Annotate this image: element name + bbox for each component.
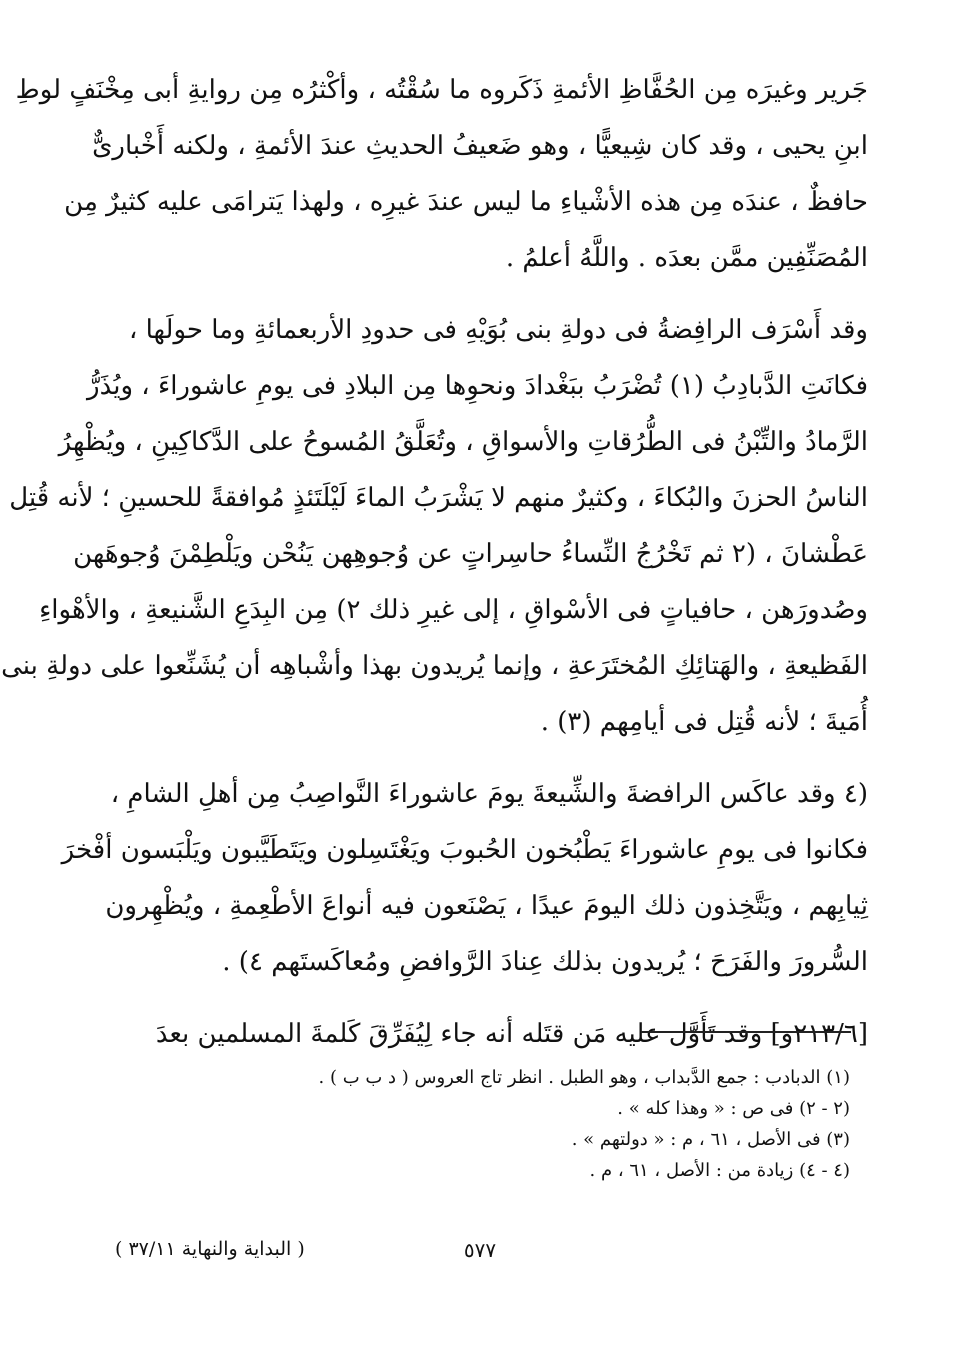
- main-text: [1, 62, 868, 1062]
- text-line: السُّرورَ والفَرَحَ ؛ يُريدون بذلك عِنادَ الرَّوافضِ ومُعاكَستَهم ٤) .: [222, 947, 868, 977]
- paragraph-1: [15, 62, 868, 286]
- footnote-4: (٤ - ٤) زيادة من : الأصل ، ٦١ ، م .: [589, 1160, 850, 1181]
- footnote-3: (٣) فى الأصل ، ٦١ ، م : « دولتهم » .: [571, 1129, 850, 1150]
- footnotes: [150, 1062, 850, 1186]
- text-line: (٤ وقد عاكَس الرافضةَ والشِّيعةَ يومَ عاشوراءَ النَّواصِبُ مِن أهلِ الشامِ ،: [110, 779, 868, 809]
- paragraph-2: [1, 302, 868, 750]
- footnote-1: (١) الدبادب : جمع الدَّبداب ، وهو الطبل . انظر تاج العروس ( د ب ب ) .: [318, 1067, 850, 1088]
- text-line: فكانَتِ الدَّبادِبُ (١) تُضْرَبُ ببَغْدادَ ونحوِها مِن البلادِ فى يومِ عاشوراءَ ، ويُذَرُّ: [87, 371, 868, 401]
- text-line: حافظٌ ، عندَه مِن هذه الأشْياءِ ما ليس عندَ غيرِه ، ولهذا يَترامَى عليه كثيرٌ مِن: [64, 187, 868, 217]
- text-line: عَطْشانَ ، (٢ ثم تَخْرُجُ النِّساءُ حاسِراتٍ عن وُجوهِهن يَنُحْن ويَلْطِمْنَ وُجوهَهن: [73, 539, 868, 569]
- text-line: [٢١٣/٦و] وقد تَأَوَّل عليه مَن قتَله أنه جاء لِيُفَرِّقَ كَلمةَ المسلمين بعدَ: [155, 1019, 868, 1049]
- text-line: ثِيابِهم ، ويَتَّخِذون ذلك اليومَ عيدًا ، يَصْنَعون فيه أنواعَ الأطْعِمةِ ، ويُظْهِرون: [105, 891, 868, 921]
- text-line: ابنِ يحيى ، وقد كان شِيعيًّا ، وهو ضَعيفُ الحديثِ عندَ الأئمةِ ، ولكنه أَخْبارىٌّ: [92, 131, 868, 161]
- page-number: ٥٧٧: [463, 1238, 497, 1262]
- text-line: أُمَيةَ ؛ لأنه قُتِل فى أيامِهم (٣) .: [540, 707, 868, 737]
- text-line: الفَظيعةِ ، والهَتائِكِ المُختَرَعةِ ، وإنما يُريدون بهذا وأشْباهِه أن يُشَنِّعوا على دولةِ بنى: [1, 651, 868, 681]
- footnote-2: (٢ - ٢) فى ص : « وهذا كله » .: [617, 1098, 850, 1119]
- paragraph-4: [150, 1006, 868, 1062]
- text-line: وقد أَسْرَف الرافِضةُ فى دولةِ بنى بُوَيْهِ فى حدودِ الأربعمائةِ وما حولَها ،: [128, 315, 868, 345]
- text-line: المُصَنِّفِين ممَّن بعدَه . واللَّهُ أعلمُ .: [505, 243, 868, 273]
- text-line: وصُدورَهن ، حافياتٍ فى الأسْواقِ ، إلى غيرِ ذلك ٢) مِن البِدَعِ الشَّنيعةِ ، والأهْواءِ: [39, 595, 868, 625]
- text-line: فكانوا فى يومِ عاشوراءَ يَطْبُخون الحُبوبَ ويَغْتَسِلون ويَتَطَيَّبون ويَلْبَسون أفْخرَ: [61, 835, 868, 865]
- text-line: جَرير وغيرَه مِن الحُفَّاظِ الأئمةِ ذَكَروه ما سُقْتُه ، وأكْثرُه مِن روايةِ أبى مِخْنَفٍ لوطِ: [15, 75, 868, 105]
- footnote-separator: [641, 1031, 851, 1033]
- text-line: الناسُ الحزنَ والبُكاءَ ، وكثيرٌ منهم لا يَشْرَبُ الماءَ لَيْلَتَئذٍ مُوافقةً للحسينِ ؛ لأنه قُتِل: [9, 483, 868, 513]
- paragraph-3: [61, 766, 868, 990]
- running-footer: ( البداية والنهاية ٣٧/١١ ): [115, 1238, 305, 1260]
- text-line: الرَّمادُ والتِّبْنُ فى الطُّرُقاتِ والأسواقِ ، وتُعَلَّقُ المُسوحُ على الدَّكاكِينِ ، ويُظْهِرُ: [58, 427, 868, 457]
